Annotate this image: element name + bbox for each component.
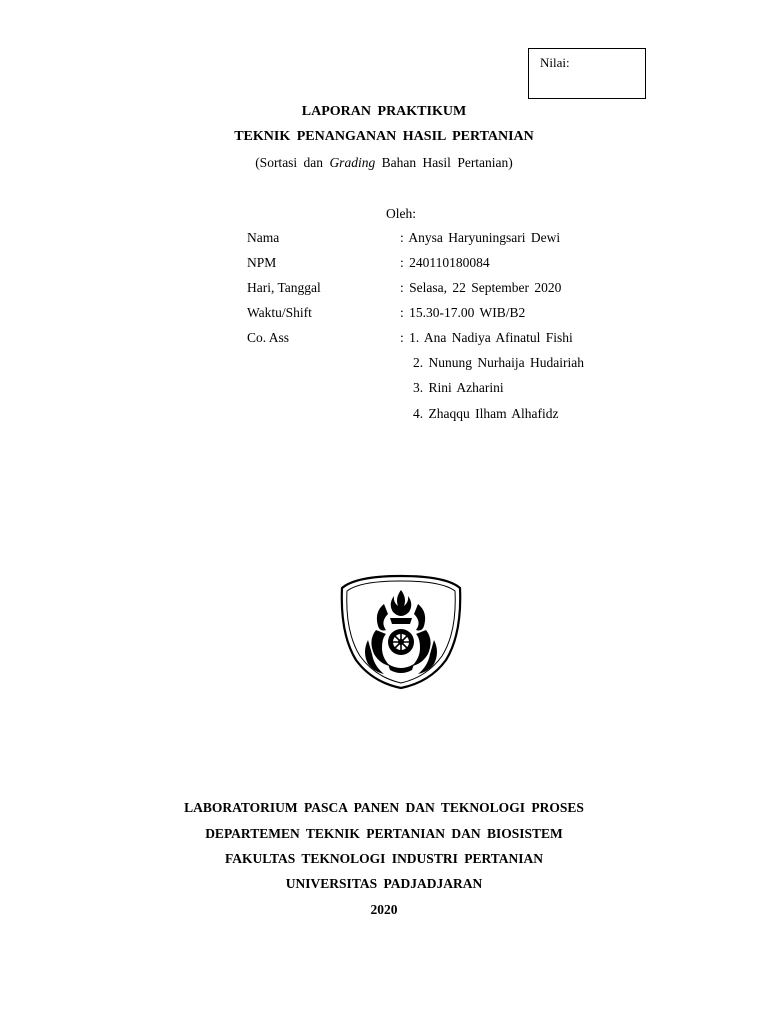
- grade-label: Nilai:: [540, 55, 570, 70]
- footer-lab: LABORATORIUM PASCA PANEN DAN TEKNOLOGI PROSES: [184, 800, 584, 815]
- subtitle-post: Bahan Hasil Pertanian): [375, 155, 513, 170]
- identity-value: : 1. Ana Nadiya Afinatul Fishi: [400, 330, 573, 345]
- report-subtitle: [0, 155, 768, 171]
- identity-value: : 15.30-17.00 WIB/B2: [400, 305, 526, 320]
- identity-label: NPM: [247, 255, 277, 270]
- footer-department: DEPARTEMEN TEKNIK PERTANIAN DAN BIOSISTEM: [205, 826, 563, 841]
- course-title: TEKNIK PENANGANAN HASIL PERTANIAN: [234, 129, 534, 144]
- identity-label: Co. Ass: [247, 330, 290, 345]
- footer-faculty: FAKULTAS TEKNOLOGI INDUSTRI PERTANIAN: [225, 851, 543, 866]
- identity-label: Nama: [247, 230, 280, 245]
- identity-value: : 240110180084: [400, 255, 490, 270]
- university-emblem-icon: [338, 574, 464, 690]
- identity-label: Hari, Tanggal: [247, 280, 321, 295]
- coass-name: 4. Zhaqqu Ilham Alhafidz: [413, 406, 559, 421]
- report-title: LAPORAN PRAKTIKUM: [301, 104, 467, 119]
- footer-year: 2020: [370, 902, 398, 917]
- subtitle-italic: Grading: [329, 155, 376, 170]
- footer-university: UNIVERSITAS PADJADJARAN: [285, 876, 483, 891]
- identity-label: Waktu/Shift: [247, 305, 312, 320]
- subtitle-pre: (Sortasi dan: [255, 155, 330, 170]
- identity-value: : Selasa, 22 September 2020: [400, 280, 562, 295]
- coass-name: 3. Rini Azharini: [413, 380, 504, 395]
- identity-value: : Anysa Haryuningsari Dewi: [400, 230, 561, 245]
- by-label: Oleh:: [386, 206, 416, 221]
- coass-name: 2. Nunung Nurhaija Hudairiah: [413, 355, 584, 370]
- grade-box: [528, 48, 646, 99]
